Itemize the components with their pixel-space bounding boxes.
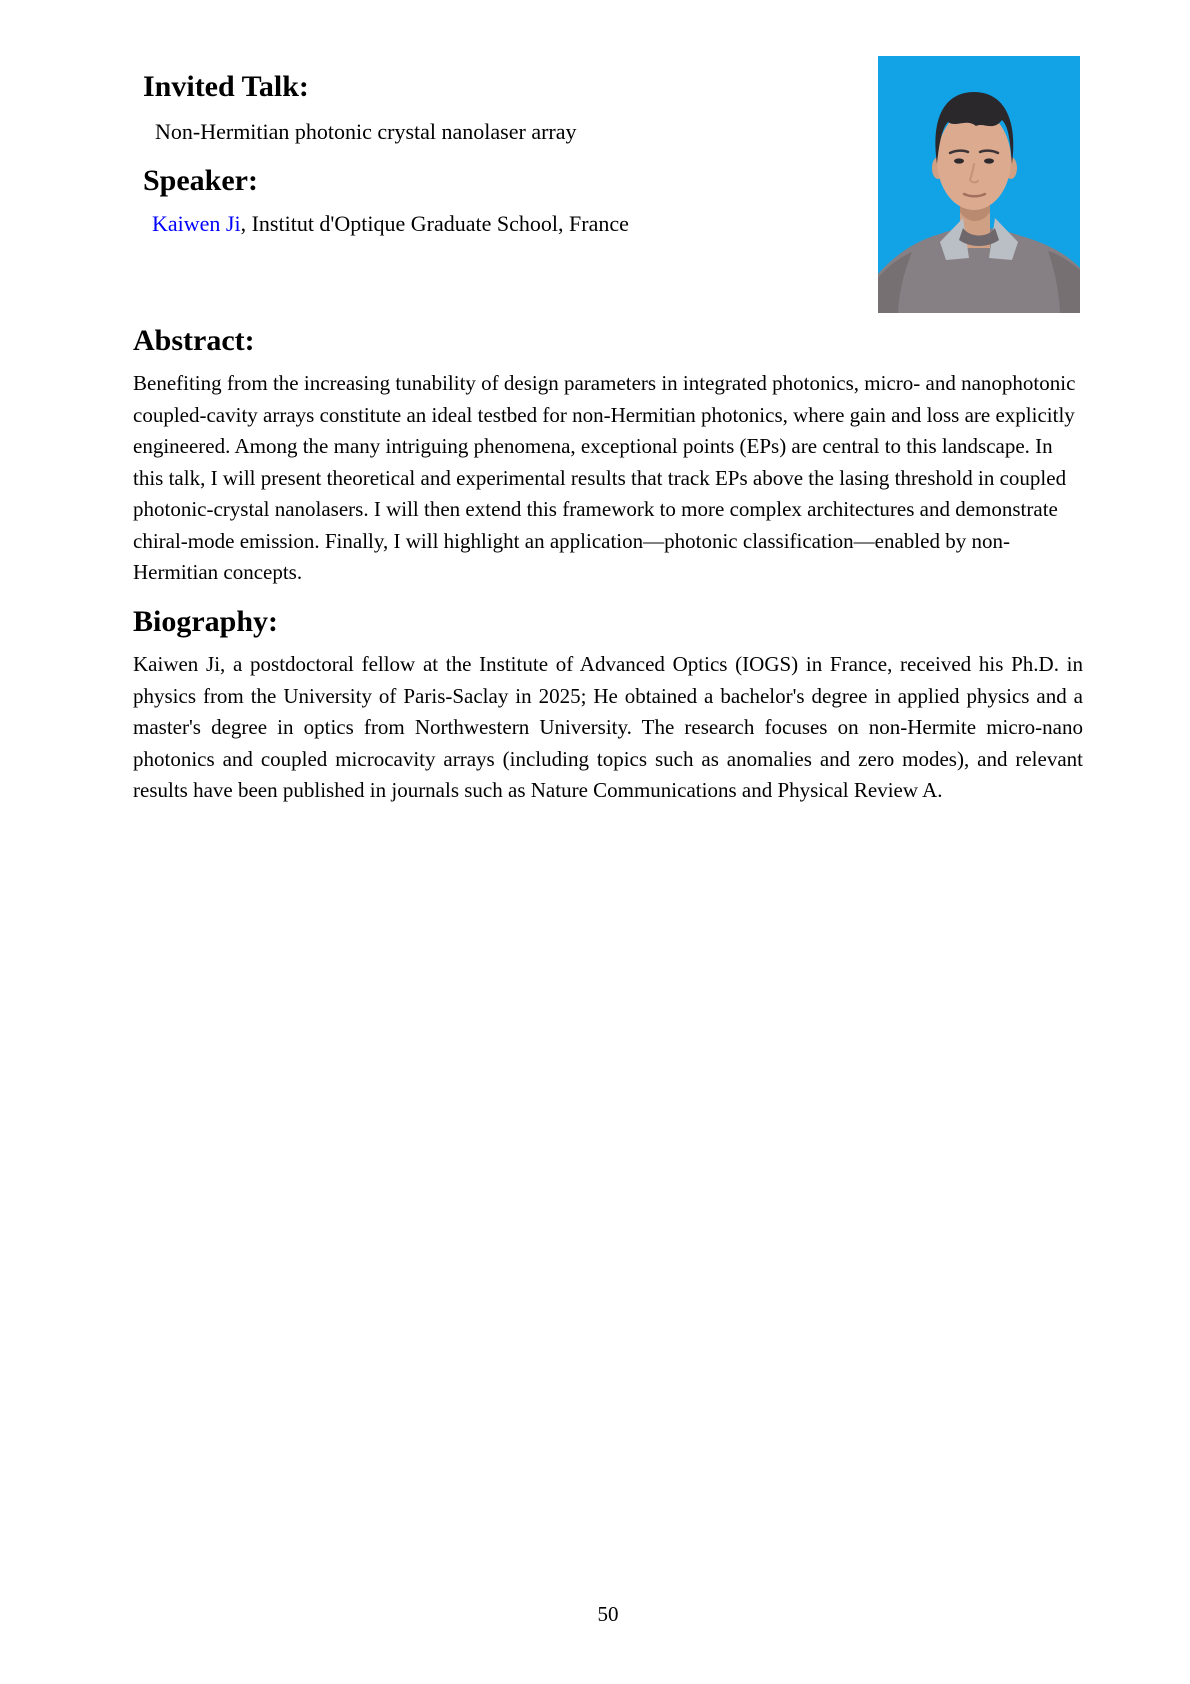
portrait-eye-right [984, 158, 994, 163]
abstract-paragraph: Benefiting from the increasing tunability of design parameters in integrated photonics, micro- and nanophotonic coupled-cavity arrays constitute an ideal testbed for non-Hermitian photonics, where gain and loss are explicitly engineered. Among the many intriguing phenomena, exceptional points (EPs) are central to this landscape. In this talk, I will present theoretical and experimental results that track EPs above the lasing threshold in coupled photonic-crystal nanolasers. I will then extend this framework to more complex architectures and demonstrate chiral-mode emission. Finally, I will highlight an application—photonic classification—enabled by non-Hermitian concepts. [133, 371, 1076, 584]
speaker-heading: Speaker: [143, 164, 258, 197]
biography-heading: Biography: [133, 605, 279, 638]
speaker-photo [878, 56, 1080, 313]
speaker-name-link[interactable]: Kaiwen Ji [152, 211, 241, 236]
talk-title: Non-Hermitian photonic crystal nanolaser array [155, 119, 577, 144]
speaker-affiliation: , Institut d'Optique Graduate School, France [240, 211, 629, 236]
page-number: 50 [597, 1602, 619, 1626]
speaker-line [152, 210, 629, 237]
invited-talk-heading: Invited Talk: [143, 70, 309, 103]
portrait-eye-left [954, 158, 964, 163]
biography-paragraph: Kaiwen Ji, a postdoctoral fellow at the Institute of Advanced Optics (IOGS) in France, received his Ph.D. in physics from the University of Paris-Saclay in 2025; He obtained a bachelor's degree in applied physics and a master's degree in optics from Northwestern University. The research focuses on non-Hermite micro-nano photonics and coupled microcavity arrays (including topics such as anomalies and zero modes), and relevant results have been published in journals such as Nature Communications and Physical Review A. [133, 652, 1083, 802]
abstract-heading: Abstract: [133, 324, 255, 357]
